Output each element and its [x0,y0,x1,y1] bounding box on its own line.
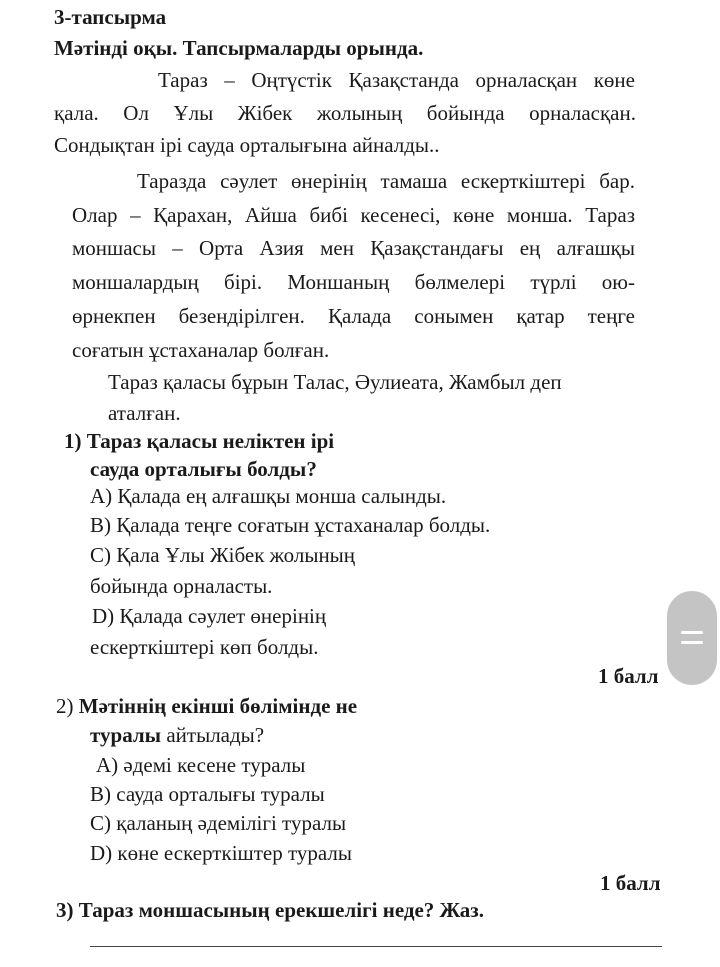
q1-option-b[interactable]: B) Қалада теңге соғатын ұстаханалар болды. [90,513,491,537]
p1-line-3: Сондықтан ірі сауда орталығына айналды.. [54,133,440,157]
q1-option-d-line-2[interactable]: ескерткіштері көп болды. [90,635,319,659]
drag-handle-icon[interactable] [667,591,717,685]
q2-title-bold: Мәтіннің екінші бөлімінде не [78,694,358,718]
p2-line-6: соғатын ұстаханалар болған. [72,338,330,362]
handle-bar-top [681,631,703,634]
p2-line-2: Олар – Қарахан, Айша бибі кесенесі, көне монша. Тараз [72,203,635,227]
p2-line-3: моншасы – Орта Азия мен Қазақстандағы ең алғашқы [72,236,635,260]
q1-option-c-line-2[interactable]: бойында орналасты. [90,574,273,598]
task-number: 3-тапсырма [54,5,167,29]
q2-title-bold-2: туралы [90,723,162,747]
q2-title-rest: айтылады? [166,723,265,747]
task-instruction: Мәтінді оқы. Тапсырмаларды орында. [54,36,424,60]
q2-option-c[interactable]: C) қаланың әдемілігі туралы [90,811,347,835]
q1-option-c-line-1[interactable]: C) Қала Ұлы Жібек жолының [90,543,356,567]
q2-title-line-1 [56,694,357,718]
answer-line[interactable] [90,946,662,947]
q2-option-d[interactable]: D) көне ескерткіштер туралы [90,841,352,865]
q1-option-a[interactable]: A) Қалада ең алғашқы монша салынды. [90,484,447,508]
q2-option-a[interactable]: A) әдемі кесене туралы [96,753,306,777]
q3-title: 3) Тараз моншасының ерекшелігі неде? Жаз. [56,898,484,922]
q2-points: 1 балл [600,871,661,895]
p1-line-1: Тараз – Оңтүстік Қазақстанда орналасқан көне [158,68,635,92]
q1-option-d-line-1[interactable]: D) Қалада сәулет өнерінің [92,604,327,628]
q1-points: 1 балл [598,664,659,688]
q2-number: 2) [56,694,74,718]
q2-title-line-2 [90,723,264,747]
q1-title-line-1: 1) Тараз қаласы неліктен ірі [64,429,335,453]
p2-line-5: өрнекпен безендірілген. Қалада сонымен қатар теңге [72,304,635,328]
q2-option-b[interactable]: B) сауда орталығы туралы [90,782,325,806]
p3-line-1: Тараз қаласы бұрын Талас, Әулиеата, Жамбыл деп [108,370,562,394]
p2-line-4: моншалардың бірі. Моншаның бөлмелері түрлі ою- [72,270,635,294]
p1-line-2: қала. Ол Ұлы Жібек жолының бойында орналасқан. [54,101,636,125]
handle-bar-bottom [681,641,703,644]
q1-title-line-2: сауда орталығы болды? [90,457,317,481]
p2-line-1: Таразда сәулет өнерінің тамаша ескерткіштері бар. [137,169,635,193]
p3-line-2: аталған. [108,401,181,425]
